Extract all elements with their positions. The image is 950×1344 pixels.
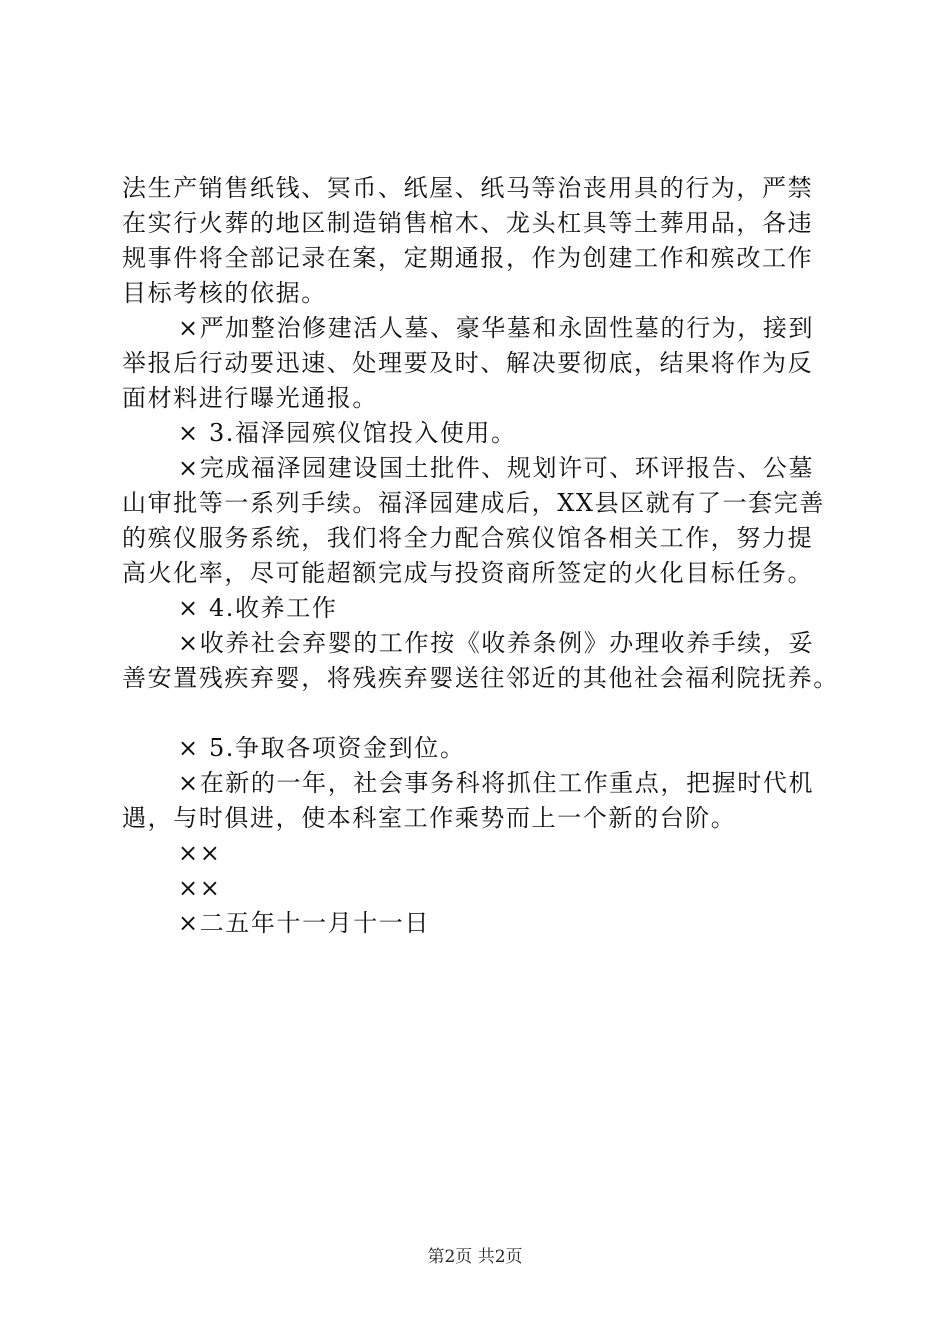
text-line: 规事件将全部记录在案，定期通报，作为创建工作和殡改工作 <box>122 244 814 272</box>
signature-line: ×× <box>178 874 222 902</box>
text-line: ×收养社会弃婴的工作按《收养条例》办理收养手续，妥 <box>178 629 815 657</box>
date-line: ×二五年十一月十一日 <box>178 909 431 937</box>
text-line: 高火化率，尽可能超额完成与投资商所签定的火化目标任务。 <box>122 559 814 587</box>
text-line: 山审批等一系列手续。福泽园建成后，XX县区就有了一套完善 <box>122 489 825 517</box>
text-line: 遇，与时俱进，使本科室工作乘势而上一个新的台阶。 <box>122 804 737 832</box>
section-heading: × 5.争取各项资金到位。 <box>178 734 466 762</box>
text-line: ×在新的一年，社会事务科将抓住工作重点，把握时代机 <box>178 769 815 797</box>
page-number: 第2页 共2页 <box>427 1247 523 1267</box>
text-line: ×完成福泽园建设国土批件、规划许可、环评报告、公墓 <box>178 454 815 482</box>
text-line: 法生产销售纸钱、冥币、纸屋、纸马等治丧用具的行为，严禁 <box>122 174 814 202</box>
text-line: 目标考核的依据。 <box>122 279 327 307</box>
section-heading: × 4.收养工作 <box>178 594 338 622</box>
text-line: 善安置残疾弃婴，将残疾弃婴送往邻近的其他社会福利院抚养。 <box>122 664 839 692</box>
text-line: 面材料进行曝光通报。 <box>122 384 378 412</box>
section-heading: × 3.福泽园殡仪馆投入使用。 <box>178 419 517 447</box>
text-line: ×严加整治修建活人墓、豪华墓和永固性墓的行为，接到 <box>178 314 815 342</box>
signature-line: ×× <box>178 839 222 867</box>
text-line: 在实行火葬的地区制造销售棺木、龙头杠具等土葬用品，各违 <box>122 209 814 237</box>
text-line: 举报后行动要迅速、处理要及时、解决要彻底，结果将作为反 <box>122 349 814 377</box>
text-line: 的殡仪服务系统，我们将全力配合殡仪馆各相关工作，努力提 <box>122 524 814 552</box>
